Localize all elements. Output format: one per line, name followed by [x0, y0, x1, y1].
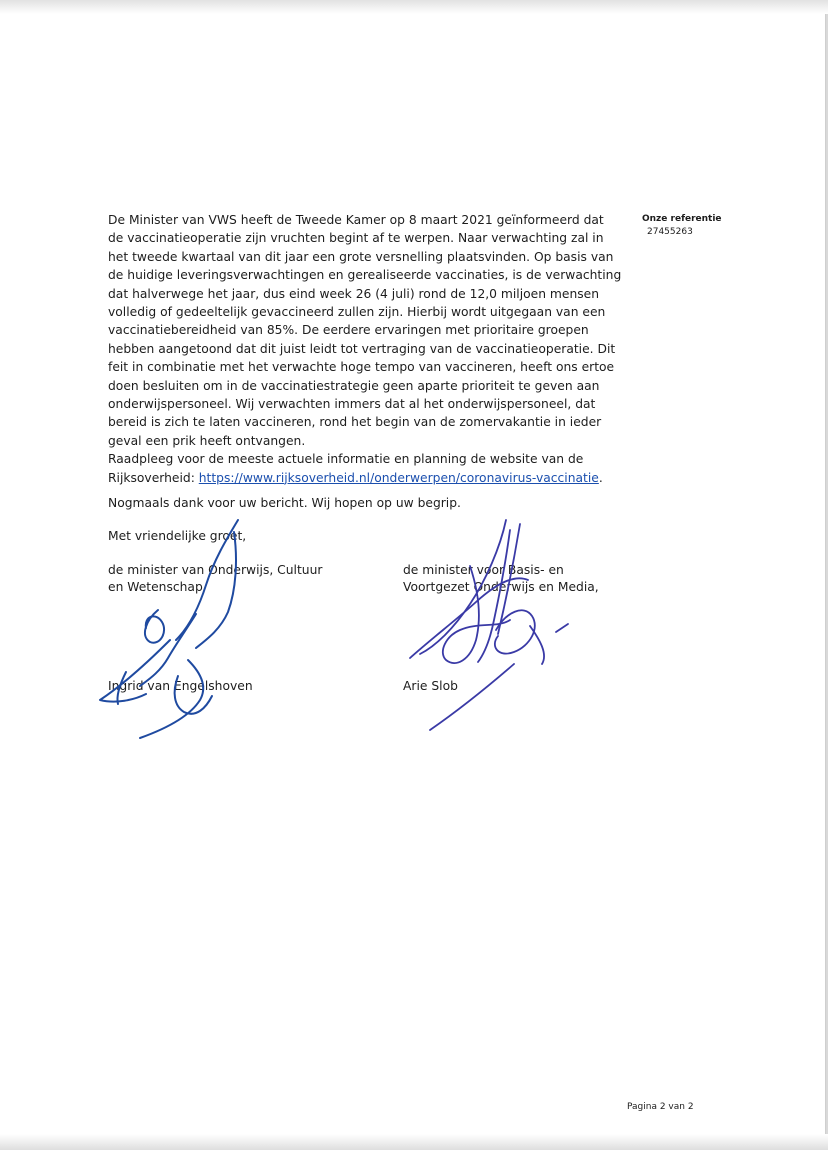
link-suffix: . — [598, 470, 603, 485]
body-line: de huidige leveringsverwachtingen en gerealiseerde vaccinaties, is de verwachting — [108, 268, 622, 283]
left-signatory-name: Ingrid van Engelshoven — [108, 679, 253, 693]
link-prefix: Rijksoverheid: — [108, 470, 199, 485]
body-line: bereid is zich te laten vaccineren, rond het begin van de zomervakantie in ieder — [108, 415, 602, 430]
closing-greeting: Met vriendelijke groet, — [108, 529, 247, 543]
right-signatory-title-1: de minister voor Basis- en — [403, 563, 564, 577]
body-line: volledig of gedeeltelijk gevaccineerd zullen zijn. Hierbij wordt uitgegaan van een — [108, 305, 606, 320]
left-signatory-title-1: de minister van Onderwijs, Cultuur — [108, 563, 323, 577]
body-line: onderwijspersoneel. Wij verwachten immers dat al het onderwijspersoneel, dat — [108, 397, 596, 412]
body-line: de vaccinatieoperatie zijn vruchten begint af te werpen. Naar verwachting zal in — [108, 231, 604, 246]
body-line: doen besluiten om in de vaccinatiestrategie geen aparte prioriteit te geven aan — [108, 378, 600, 393]
body-line: vaccinatiebereidheid van 85%. De eerdere ervaringen met prioritaire groepen — [108, 323, 589, 338]
body-line: De Minister van VWS heeft de Tweede Kamer op 8 maart 2021 geïnformeerd dat — [108, 213, 604, 227]
closing-thanks: Nogmaals dank voor uw bericht. Wij hopen op uw begrip. — [108, 496, 461, 510]
rijksoverheid-link[interactable]: https://www.rijksoverheid.nl/onderwerpen/coronavirus-vaccinatie — [198, 470, 599, 485]
body-line: feit in combinatie met het verwachte hoge tempo van vaccineren, heeft ons ertoe — [108, 360, 615, 375]
reference-label: Onze referentie — [642, 214, 722, 224]
page-number: Pagina 2 van 2 — [627, 1102, 694, 1112]
left-signatory-title-2: en Wetenschap — [108, 580, 203, 594]
right-signatory-name: Arie Slob — [403, 679, 458, 693]
body-line: geval een prik heeft ontvangen. — [108, 433, 306, 448]
body-line: dat halverwege het jaar, dus eind week 26 (4 juli) rond de 12,0 miljoen mensen — [108, 286, 600, 301]
right-signatory-title-2: Voortgezet Onderwijs en Media, — [403, 580, 599, 594]
reference-number: 27455263 — [647, 227, 693, 237]
body-line: hebben aangetoond dat dit juist leidt tot vertraging van de vaccinatieoperatie. Dit — [108, 341, 616, 356]
body-line: Raadpleeg voor de meeste actuele informatie en planning de website van de — [108, 452, 584, 467]
body-line: het tweede kwartaal van dit jaar een grote versnelling plaatsvinden. Op basis van — [108, 249, 614, 264]
